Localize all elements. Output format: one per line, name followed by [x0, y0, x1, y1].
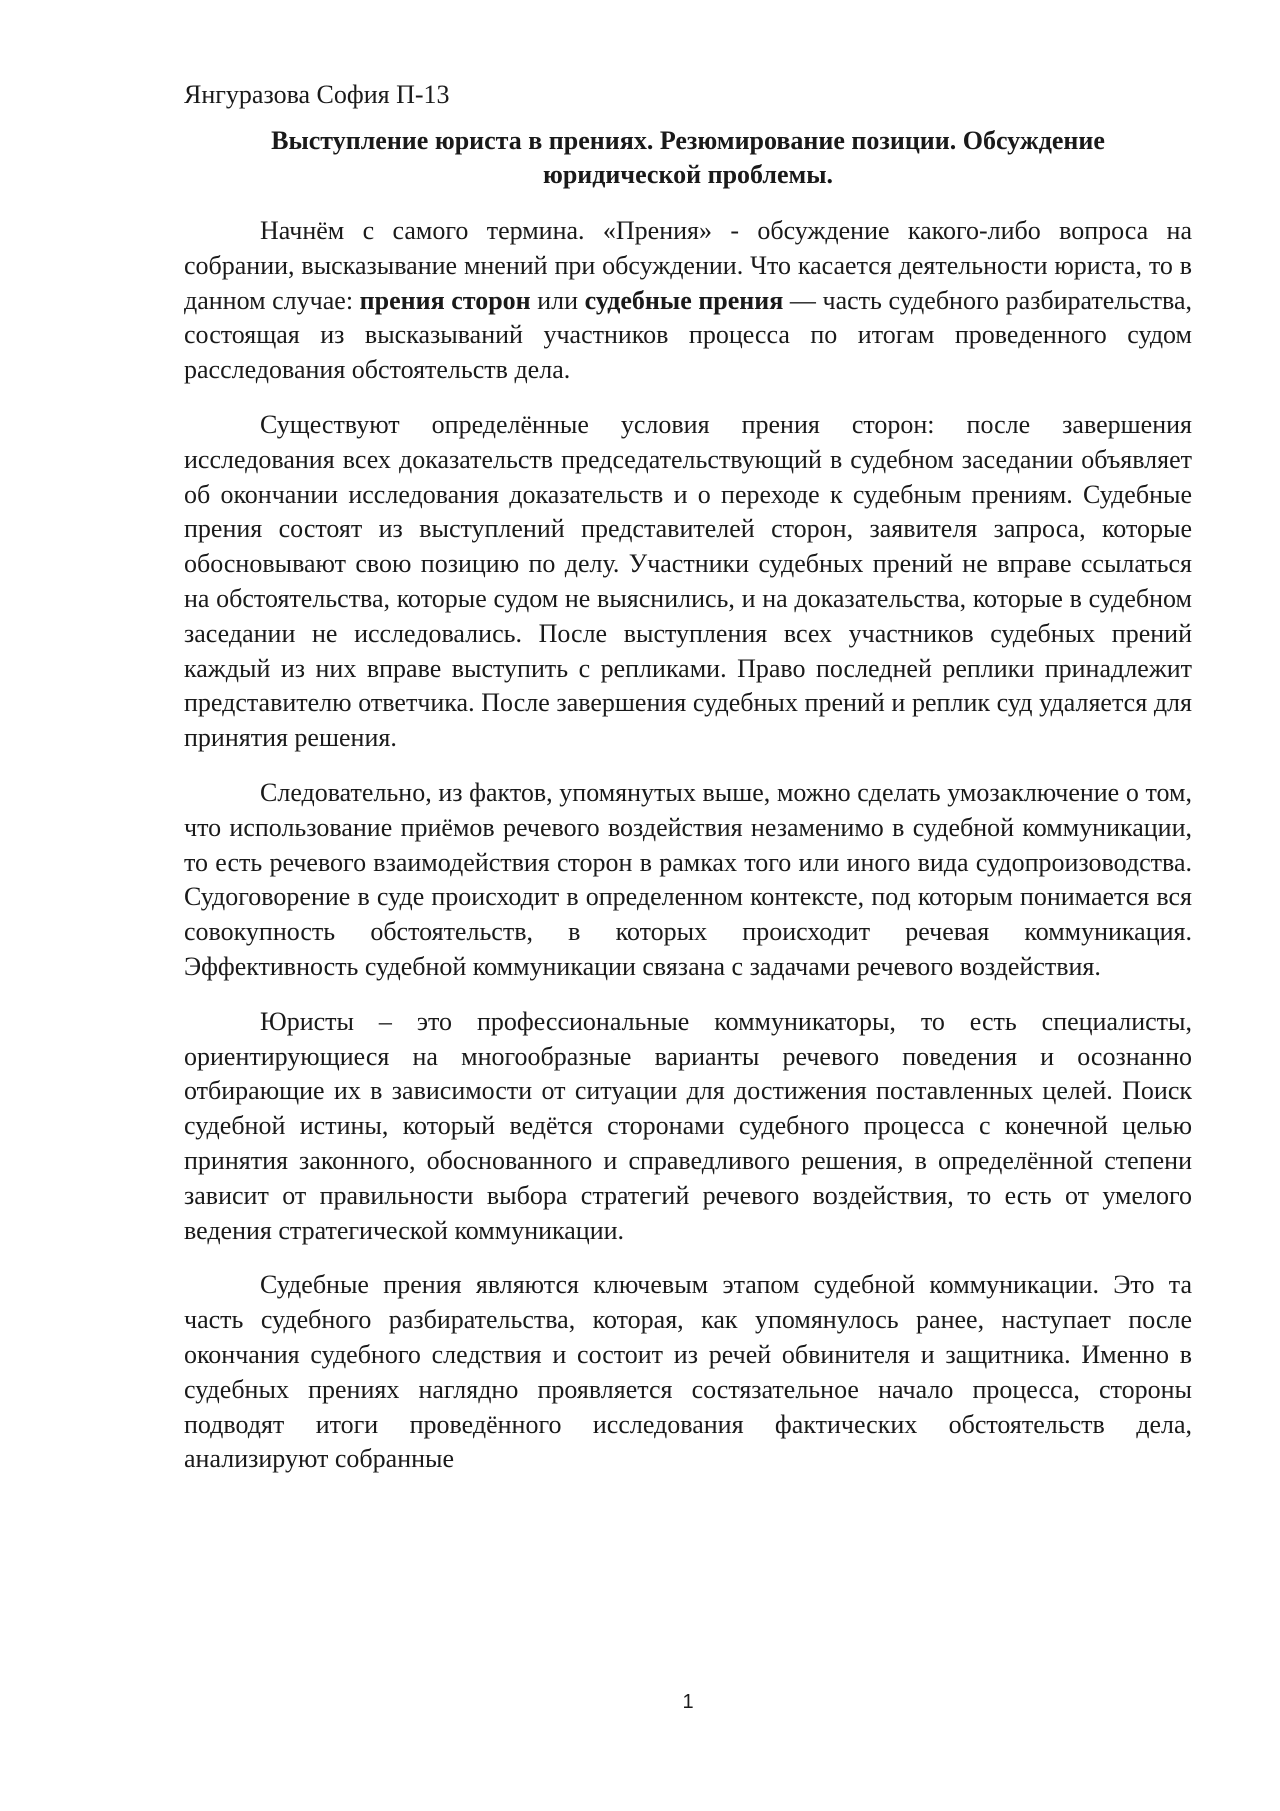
paragraph-1-part-1: Начнём с самого термина. «Прения» - обсуждение какого-либо вопроса на собрании, высказывание мнений при обсуждении. Что касается деятельности юриста, то в данном случае:	[184, 216, 1192, 315]
paragraph-5: Судебные прения являются ключевым этапом судебной коммуникации. Это та часть судебного разбирательства, которая, как упомянулось ранее, наступает после окончания судебного следствия и состоит из речей обвинителя и защитника. Именно в судебных прениях наглядно проявляется состязательное начало процесса, стороны подводят итоги проведённого исследования фактических обстоятельств дела, анализируют собранные	[184, 1270, 1192, 1474]
author-line: Янгуразова София П-13	[184, 80, 450, 109]
paragraph-1	[184, 214, 1192, 388]
title-line-1: Выступление юриста в прениях. Резюмирование позиции. Обсуждение	[271, 126, 1105, 155]
paragraph-2: Существуют определённые условия прения сторон: после завершения исследования всех доказательств председательствующий в судебном заседании объявляет об окончании исследования доказательств и о переходе к судебным прениям. Судебные прения состоят из выступлений представителей сторон, заявителя запроса, которые обосновывают свою позицию по делу. Участники судебных прений не вправе ссылаться на обстоятельства, которые судом не выяснились, и на доказательства, которые в судебном заседании не исследовались. После выступления всех участников судебных прений каждый из них вправе выступить с репликами. Право последней реплики принадлежит представителю ответчика. После завершения судебных прений и реплик суд удаляется для принятия решения.	[184, 409, 1192, 753]
page-number: 1	[682, 1691, 694, 1713]
term-praniya-storon: прения сторон	[359, 285, 531, 315]
title-line-2: юридической проблемы.	[542, 160, 834, 189]
paragraph-1-part-2: или	[530, 285, 585, 315]
term-sudebnye-preniya: судебные прения	[584, 285, 784, 315]
document-body	[184, 214, 1192, 1497]
paragraph-3: Следовательно, из фактов, упомянутых выше, можно сделать умозаключение о том, что использование приёмов речевого воздействия незаменимо в судебной коммуникации, то есть речевого взаимодействия сторон в рамках того или иного вида судопроизоводства. Судоговорение в суде происходит в определенном контексте, под которым понимается вся совокупность обстоятельств, в которых происходит речевая коммуникация. Эффективность судебной коммуникации связана с задачами речевого воздействия.	[184, 777, 1192, 981]
paragraph-1-part-3: — часть судебного разбирательства, состоящая из высказываний участников процесса по итогам проведенного судом расследования обстоятельств дела.	[184, 285, 1193, 385]
paragraph-4: Юристы – это профессиональные коммуникаторы, то есть специалисты, ориентирующиеся на многообразные варианты речевого поведения и осознанно отбирающие их в зависимости от ситуации для достижения поставленных целей. Поиск судебной истины, который ведётся сторонами судебного процесса с конечной целью принятия законного, обоснованного и справедливого решения, в определённой степени зависит от правильности выбора стратегий речевого воздействия, то есть от умелого ведения стратегической коммуникации.	[184, 1006, 1192, 1245]
document-title	[184, 124, 1192, 192]
